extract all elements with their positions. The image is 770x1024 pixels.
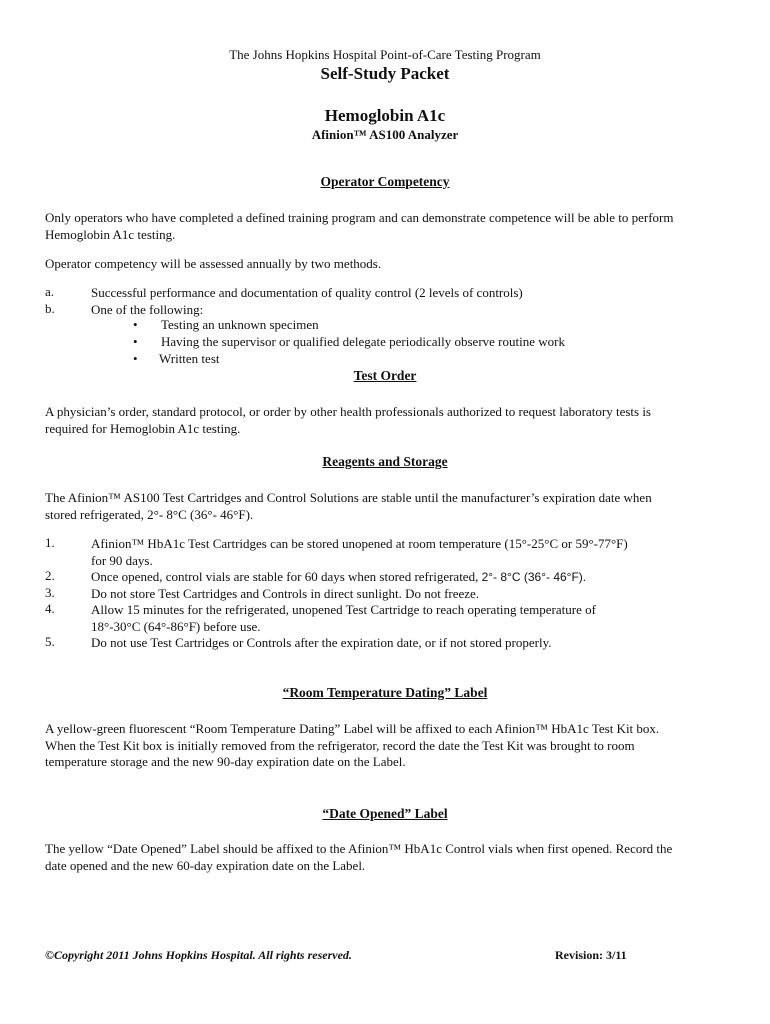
list-item-continued: for 90 days.: [91, 553, 153, 568]
paragraph: temperature storage and the new 90-day expiration date on the Label.: [45, 754, 406, 769]
list-item-temperature: 2°- 8°C (36°- 46°F).: [481, 570, 587, 584]
paragraph: Operator competency will be assessed annually by two methods.: [45, 256, 382, 271]
bullet: •: [133, 351, 138, 366]
list-marker: 4.: [45, 601, 55, 616]
list-item: Afinion™ HbA1c Test Cartridges can be stored unopened at room temperature (15°-25°C or 59°-77°F): [91, 536, 628, 551]
section-heading-reagents-storage: Reagents and Storage: [322, 454, 448, 469]
paragraph: stored refrigerated, 2°- 8°C (36°- 46°F).: [45, 507, 254, 522]
list-item: Successful performance and documentation of quality control (2 levels of controls): [91, 285, 523, 300]
list-marker: 3.: [45, 585, 55, 600]
paragraph: The yellow “Date Opened” Label should be affixed to the Afinion™ HbA1c Control vials when first opened. Record the: [45, 841, 673, 856]
packet-title: Self-Study Packet: [320, 64, 450, 83]
list-marker: b.: [45, 301, 55, 316]
paragraph: required for Hemoglobin A1c testing.: [45, 421, 241, 436]
paragraph: date opened and the new 60-day expiration date on the Label.: [45, 858, 366, 873]
section-heading-operator-competency: Operator Competency: [320, 174, 450, 189]
list-item: [91, 568, 741, 586]
bullet-item: Having the supervisor or qualified delegate periodically observe routine work: [161, 334, 565, 349]
list-marker: 5.: [45, 634, 55, 649]
copyright-notice: ©Copyright 2011 Johns Hopkins Hospital. All rights reserved.: [45, 948, 352, 962]
list-item: One of the following:: [91, 302, 204, 317]
list-item-text: Once opened, control vials are stable for 60 days when stored refrigerated,: [91, 569, 482, 584]
revision-label: Revision: 3/11: [555, 948, 627, 962]
bullet-item: Testing an unknown specimen: [161, 317, 319, 332]
analyzer-subtitle: Afinion™ AS100 Analyzer: [311, 127, 459, 142]
list-item-continued: 18°-30°C (64°-86°F) before use.: [91, 619, 261, 634]
paragraph: A physician’s order, standard protocol, or order by other health professionals authorized to request laboratory tests is: [45, 404, 651, 419]
paragraph: Hemoglobin A1c testing.: [45, 227, 176, 242]
paragraph: When the Test Kit box is initially removed from the refrigerator, record the date the Test Kit was brought to room: [45, 738, 635, 753]
list-item: Allow 15 minutes for the refrigerated, unopened Test Cartridge to reach operating temperature of: [91, 602, 596, 617]
list-marker: 1.: [45, 535, 55, 550]
paragraph: A yellow-green fluorescent “Room Temperature Dating” Label will be affixed to each Afinion™ HbA1c Test Kit box.: [45, 721, 660, 736]
section-heading-date-opened-label: “Date Opened” Label: [322, 806, 448, 821]
list-marker: 2.: [45, 568, 55, 583]
program-name: The Johns Hopkins Hospital Point-of-Care Testing Program: [229, 47, 541, 62]
bullet: •: [133, 334, 138, 349]
page-title: Hemoglobin A1c: [324, 106, 446, 125]
list-item: Do not use Test Cartridges or Controls after the expiration date, or if not stored properly.: [91, 635, 552, 650]
paragraph: Only operators who have completed a defined training program and can demonstrate competence will be able to perform: [45, 210, 674, 225]
section-heading-room-temperature-label: “Room Temperature Dating” Label: [282, 685, 488, 700]
list-marker: a.: [45, 284, 55, 299]
bullet: •: [133, 317, 138, 332]
section-heading-test-order: Test Order: [353, 368, 417, 383]
paragraph: The Afinion™ AS100 Test Cartridges and Control Solutions are stable until the manufacturer’s expiration date when: [45, 490, 652, 505]
bullet-item: Written test: [159, 351, 220, 366]
list-item: Do not store Test Cartridges and Controls in direct sunlight. Do not freeze.: [91, 586, 480, 601]
